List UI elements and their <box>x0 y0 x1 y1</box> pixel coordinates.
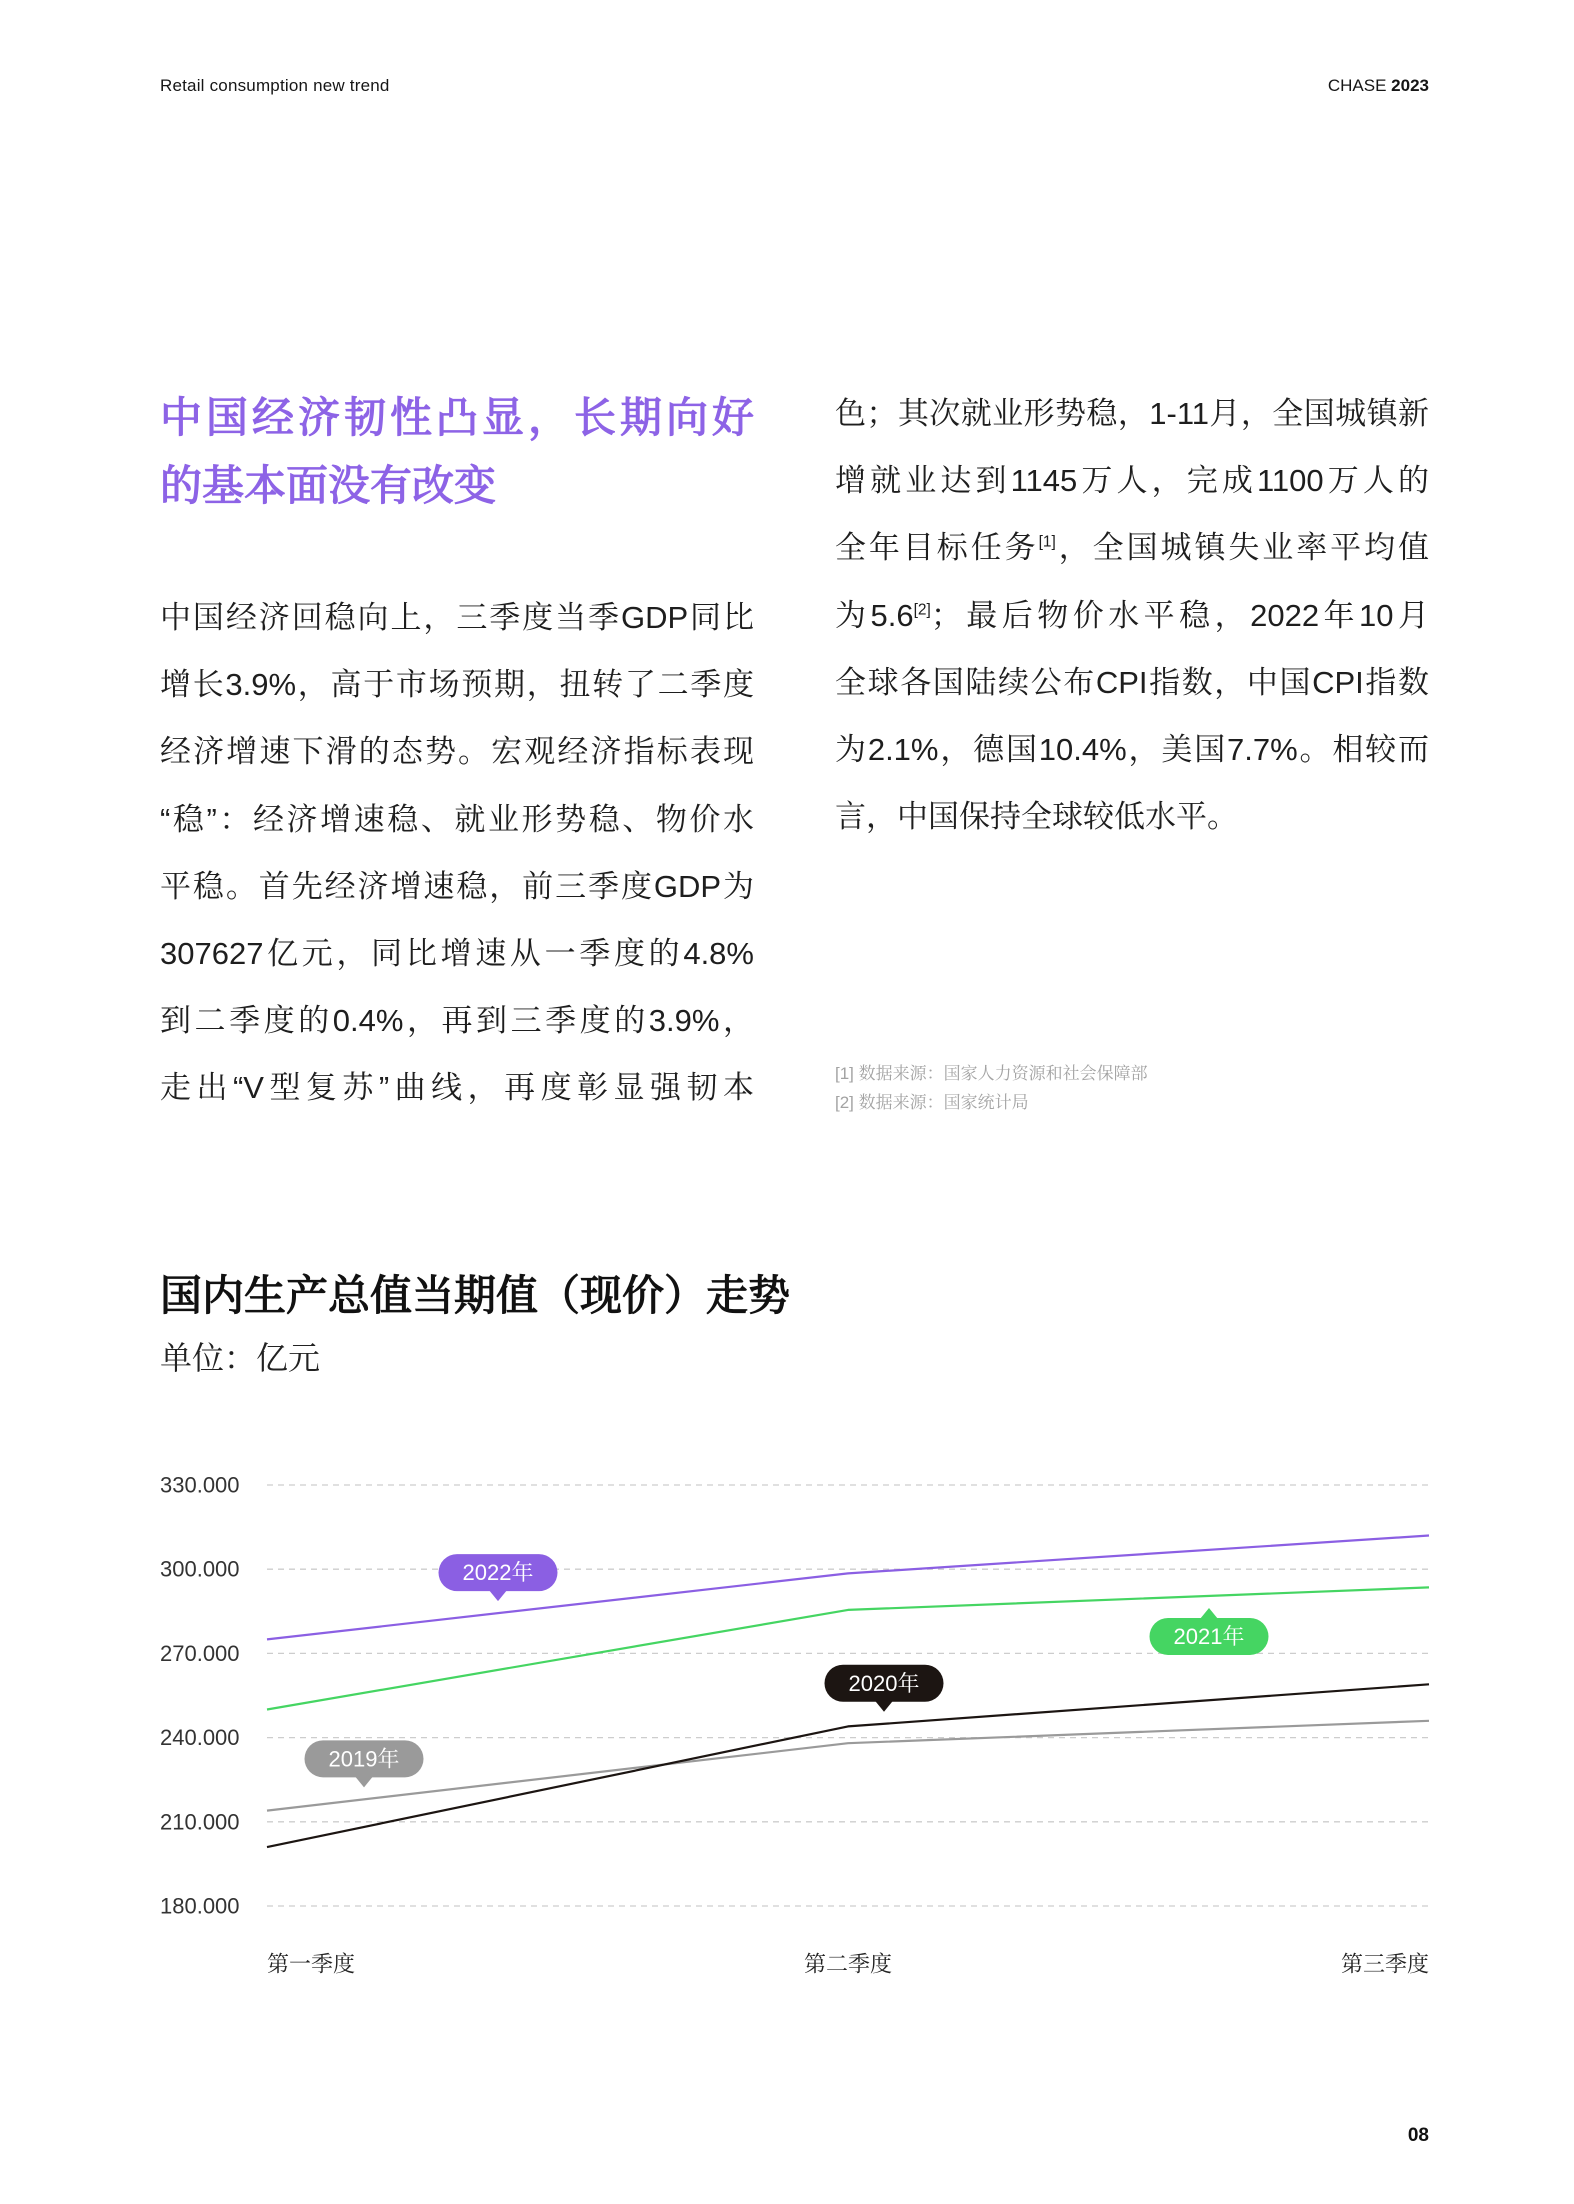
body-line-left-5: 平稳。首先经济增速稳，前三季度GDP为 <box>160 868 754 904</box>
footnotes <box>835 1059 1148 1117</box>
x-tick-label: 第三季度 <box>1340 1951 1429 1977</box>
body-line-left-3: 经济增速下滑的态势。宏观经济指标表现 <box>160 734 754 770</box>
body-line-right-3-text-b: ，全国城镇失业率平均值 <box>1055 530 1430 566</box>
section-heading-line-2: 的基本面没有改变 <box>160 462 497 509</box>
series-line-2019 <box>267 1721 1429 1811</box>
body-line-right-7: 言，中国保持全球较低水平。 <box>835 799 1238 835</box>
body-line-right-3 <box>835 514 1429 581</box>
chart-title: 国内生产总值当期值（现价）走势 <box>160 1272 791 1319</box>
brand-name: CHASE <box>1327 76 1387 95</box>
series-label-pointer <box>355 1776 373 1787</box>
series-label-2021 <box>1150 1608 1269 1655</box>
footnote-ref-1: [1] <box>1038 534 1056 552</box>
series-label-2019 <box>305 1740 424 1787</box>
series-label-pointer <box>875 1701 893 1712</box>
running-header-title: Retail consumption new trend <box>160 76 390 95</box>
body-line-left-7: 到二季度的0.4%，再到三季度的3.9%， <box>160 1003 754 1039</box>
running-header-brand <box>1328 75 1429 97</box>
series-labels <box>305 1554 1269 1787</box>
series-label-text: 2022年 <box>462 1560 534 1586</box>
body-line-right-4-text-b: ；最后物价水平稳，2022年10月 <box>930 597 1429 633</box>
y-tick-label: 330.000 <box>160 1472 240 1498</box>
body-line-left-8: 走出“V型复苏”曲线，再度彰显强韧本 <box>160 1070 754 1106</box>
series-label-2022 <box>439 1554 558 1601</box>
report-year: 2023 <box>1391 76 1429 95</box>
series-label-text: 2021年 <box>1173 1623 1245 1649</box>
body-text-left-column <box>160 584 754 1122</box>
body-line-right-2: 增就业达到1145万人，完成1100万人的 <box>835 463 1429 499</box>
body-line-right-4 <box>835 582 1429 649</box>
y-tick-label: 180.000 <box>160 1893 240 1919</box>
body-line-left-6: 307627亿元，同比增速从一季度的4.8% <box>160 935 754 971</box>
x-tick-label: 第二季度 <box>803 1951 893 1977</box>
series-line-2020 <box>267 1684 1429 1847</box>
footnote-2: [2] 数据来源：国家统计局 <box>835 1093 1029 1112</box>
footnote-1: [1] 数据来源：国家人力资源和社会保障部 <box>835 1064 1148 1083</box>
series-label-pointer <box>489 1590 507 1601</box>
body-line-left-4: “稳”：经济增速稳、就业形势稳、物价水 <box>160 801 754 837</box>
series-label-text: 2019年 <box>328 1746 400 1772</box>
page-number: 08 <box>1407 2125 1429 2146</box>
series-label-text: 2020年 <box>848 1670 920 1696</box>
series-label-2020 <box>825 1665 944 1712</box>
gdp-line-chart <box>0 1440 1574 2000</box>
body-line-left-1: 中国经济回稳向上，三季度当季GDP同比 <box>160 600 754 635</box>
y-tick-label: 270.000 <box>160 1640 240 1666</box>
section-heading-line-1: 中国经济韧性凸显，长期向好 <box>160 394 754 441</box>
body-line-left-2: 增长3.9%，高于市场预期，扭转了二季度 <box>160 667 754 703</box>
y-axis-tick-labels <box>160 1473 240 1919</box>
footnote-ref-2: [2] <box>913 601 931 619</box>
body-line-right-6: 为2.1%，德国10.4%，美国7.7%。相较而 <box>835 731 1429 767</box>
y-tick-label: 300.000 <box>160 1556 240 1582</box>
body-text-right-column <box>835 380 1429 850</box>
chart-unit-label: 单位：亿元 <box>160 1340 321 1376</box>
y-tick-label: 240.000 <box>160 1725 240 1751</box>
section-heading <box>160 384 754 520</box>
x-tick-label: 第一季度 <box>267 1951 356 1977</box>
series-label-pointer <box>1200 1608 1218 1619</box>
body-line-right-1: 色；其次就业形势稳，1-11月，全国城镇新 <box>835 396 1429 431</box>
body-line-right-5: 全球各国陆续公布CPI指数，中国CPI指数 <box>835 664 1429 700</box>
body-line-right-4-text-a: 为5.6 <box>835 597 914 633</box>
body-line-right-3-text-a: 全年目标任务 <box>835 530 1039 566</box>
y-tick-label: 210.000 <box>160 1809 240 1835</box>
x-axis-tick-labels <box>267 1952 1429 1977</box>
